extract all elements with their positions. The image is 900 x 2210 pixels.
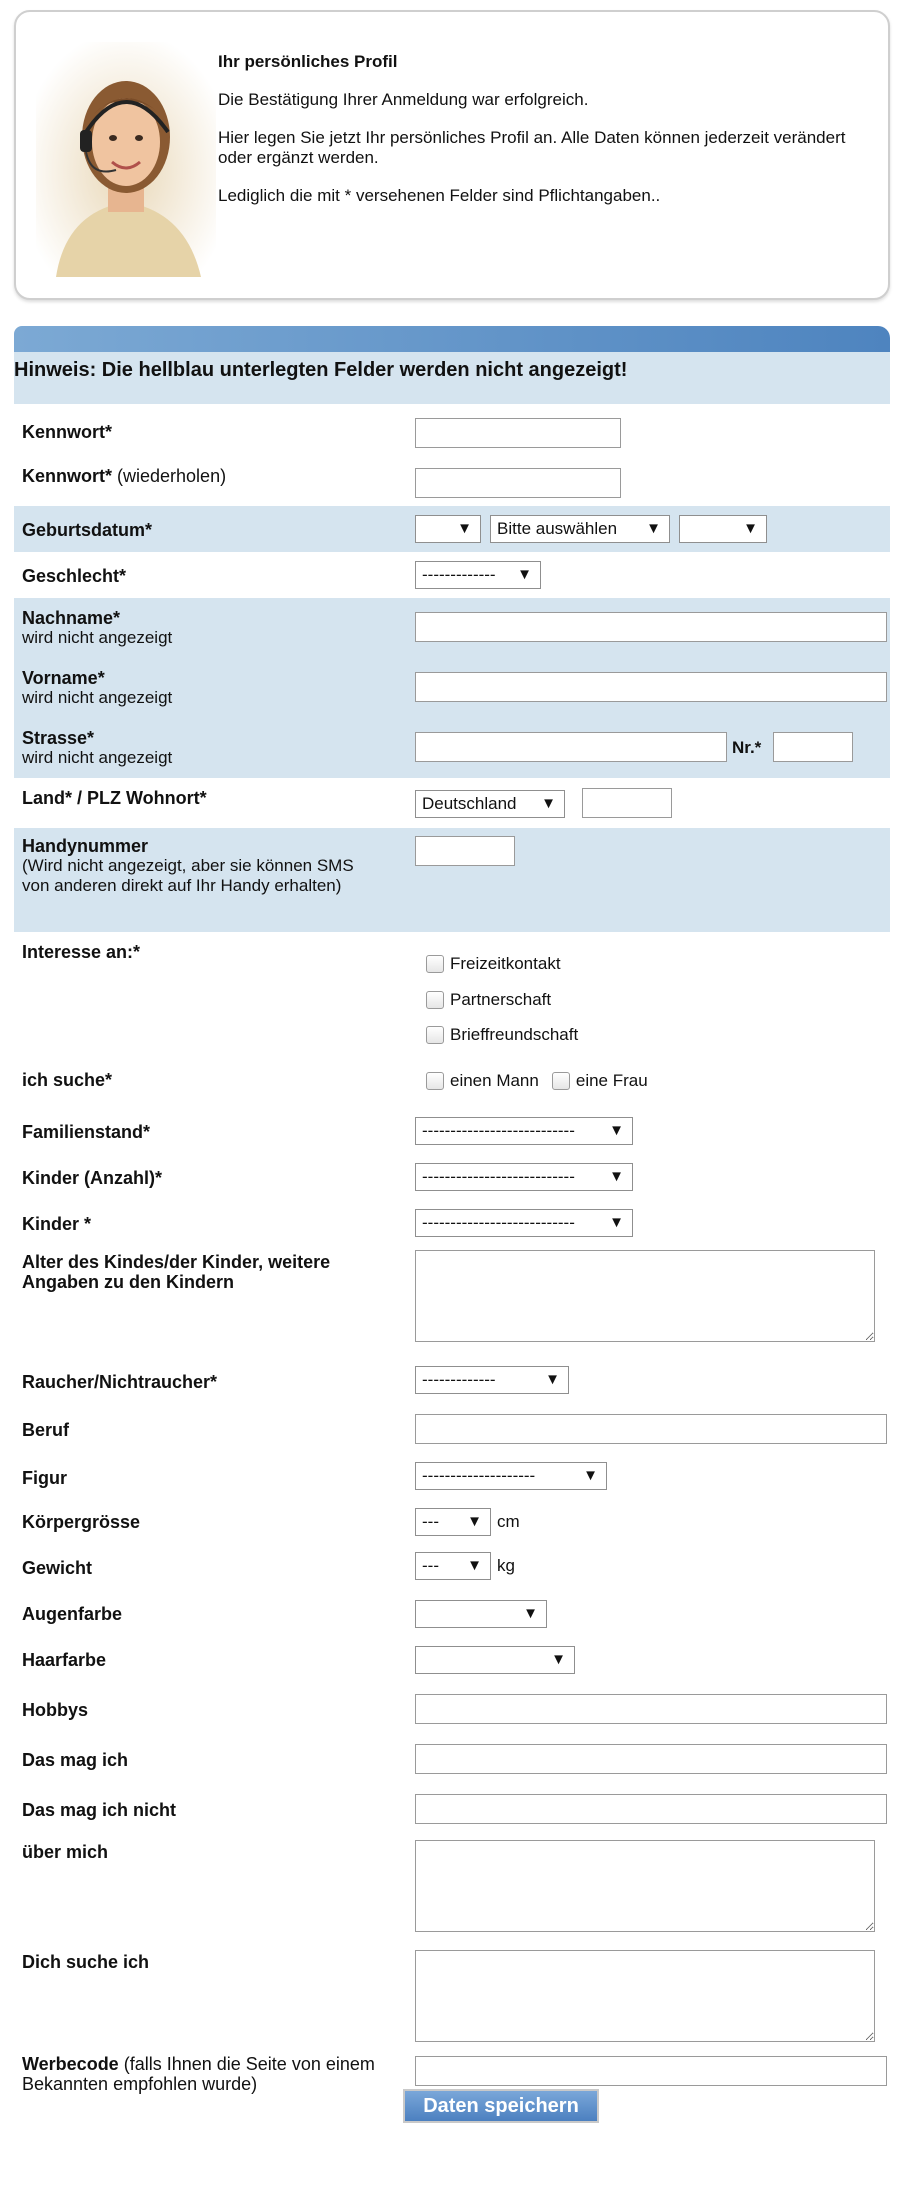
kennwort-repeat-input[interactable]: [415, 468, 621, 498]
row-beruf: [14, 1406, 890, 1454]
handy-input[interactable]: [415, 836, 515, 866]
mann-checkbox[interactable]: [426, 1072, 444, 1090]
gewicht-group: [415, 1552, 515, 1580]
kennwort-input[interactable]: [415, 418, 621, 448]
suche-options: einen Mann eine Frau: [426, 1064, 648, 1097]
label-suche: ich suche*: [22, 1070, 113, 1090]
option-partnerschaft[interactable]: Partnerschaft: [426, 981, 578, 1016]
row-geschlecht: [14, 552, 890, 598]
row-kinder: [14, 1202, 890, 1246]
row-ueber-mich: [14, 1834, 890, 1942]
row-figur: [14, 1454, 890, 1502]
month-select[interactable]: Bitte auswählen ▼: [490, 515, 670, 543]
intro-title: Ihr persönliches Profil: [218, 52, 398, 71]
chevron-down-icon: ▼: [646, 520, 662, 537]
row-interesse: [14, 932, 890, 1058]
intro-line-3: Lediglich die mit * versehenen Felder sind Pflichtangaben..: [218, 186, 661, 205]
row-hidden-names: [14, 598, 890, 778]
label-koerpergroesse: Körpergrösse: [22, 1512, 141, 1532]
haarfarbe-select[interactable]: [415, 1646, 575, 1674]
ueber-mich-textarea[interactable]: [415, 1840, 875, 1932]
alter-kinder-textarea[interactable]: [415, 1250, 875, 1342]
row-hobbys: [14, 1686, 890, 1736]
beruf-input[interactable]: [415, 1414, 887, 1444]
avatar: [36, 42, 216, 277]
koerpergroesse-select[interactable]: --- ▼: [415, 1508, 491, 1536]
chevron-down-icon: ▼: [467, 1557, 482, 1574]
form-header-bar: [14, 326, 890, 354]
year-select[interactable]: [679, 515, 767, 543]
werbecode-input[interactable]: [415, 2056, 887, 2086]
label-nr: Nr.*: [732, 738, 762, 757]
dich-suche-textarea[interactable]: [415, 1950, 875, 2042]
raucher-select[interactable]: ------------- ▼: [415, 1366, 569, 1394]
chevron-down-icon: ▼: [583, 1467, 598, 1484]
row-geburtsdatum: [14, 506, 890, 552]
day-select[interactable]: [415, 515, 481, 543]
row-alter-kinder: [14, 1246, 890, 1358]
koerpergroesse-group: [415, 1508, 520, 1536]
label-hobbys: Hobbys: [22, 1700, 89, 1720]
intro-line-2: Hier legen Sie jetzt Ihr persönliches Profil an. Alle Daten können jederzeit verändert oder ergänzt werden.: [218, 128, 846, 167]
chevron-down-icon: ▼: [609, 1168, 624, 1185]
label-raucher: Raucher/Nichtraucher*: [22, 1372, 218, 1392]
label-beruf: Beruf: [22, 1420, 70, 1440]
label-familienstand: Familienstand*: [22, 1122, 151, 1142]
label-haarfarbe: Haarfarbe: [22, 1650, 107, 1670]
brieffreundschaft-checkbox[interactable]: [426, 1026, 444, 1044]
row-mag-nicht: [14, 1786, 890, 1834]
label-alter-kinder: Alter des Kindes/der Kinder, weitere Angaben zu den Kindern: [22, 1252, 331, 1292]
chevron-down-icon: ▼: [545, 1371, 560, 1388]
strasse-input[interactable]: [415, 732, 727, 762]
row-gewicht: [14, 1548, 890, 1592]
plz-input[interactable]: [582, 788, 672, 818]
figur-select[interactable]: -------------------- ▼: [415, 1462, 607, 1490]
chevron-down-icon: ▼: [541, 795, 556, 812]
label-kennwort-repeat: Kennwort* (wiederholen): [22, 466, 227, 486]
row-handy: [14, 828, 890, 932]
label-figur: Figur: [22, 1468, 67, 1488]
label-augenfarbe: Augenfarbe: [22, 1604, 123, 1624]
frau-checkbox[interactable]: [552, 1072, 570, 1090]
label-kinder: Kinder *: [22, 1214, 92, 1234]
geburtsdatum-selects: [415, 515, 767, 543]
label-mag-nicht: Das mag ich nicht: [22, 1800, 177, 1820]
row-haarfarbe: [14, 1638, 890, 1686]
freizeitkontakt-checkbox[interactable]: [426, 955, 444, 973]
chevron-down-icon: ▼: [467, 1513, 482, 1530]
chevron-down-icon: ▼: [517, 566, 532, 583]
label-dich-suche: Dich suche ich: [22, 1952, 150, 1972]
label-werbecode: Werbecode (falls Ihnen die Seite von einem Bekannten empfohlen wurde): [22, 2054, 375, 2094]
interesse-options: [426, 946, 578, 1052]
row-suche: [14, 1058, 890, 1110]
unit-kg: kg: [497, 1556, 515, 1575]
option-freizeitkontakt[interactable]: Freizeitkontakt: [426, 946, 578, 981]
hausnummer-input[interactable]: [773, 732, 853, 762]
chevron-down-icon: ▼: [609, 1214, 624, 1231]
chevron-down-icon: ▼: [457, 520, 472, 537]
partnerschaft-checkbox[interactable]: [426, 991, 444, 1009]
mag-nicht-input[interactable]: [415, 1794, 887, 1824]
row-koerpergroesse: [14, 1502, 890, 1548]
mag-input[interactable]: [415, 1744, 887, 1774]
intro-box: [14, 10, 890, 300]
intro-text: [218, 52, 878, 224]
nachname-input[interactable]: [415, 612, 887, 642]
label-interesse: Interesse an:*: [22, 942, 141, 962]
row-familienstand: [14, 1110, 890, 1156]
row-land: [14, 778, 890, 828]
label-strasse: Strasse* wird nicht angezeigt: [22, 728, 173, 767]
label-ueber-mich: über mich: [22, 1842, 109, 1862]
familienstand-select[interactable]: --------------------------- ▼: [415, 1117, 633, 1145]
label-gewicht: Gewicht: [22, 1558, 93, 1578]
label-land: Land* / PLZ Wohnort*: [22, 788, 207, 808]
vorname-input[interactable]: [415, 672, 887, 702]
label-geschlecht: Geschlecht*: [22, 566, 127, 586]
hobbys-input[interactable]: [415, 1694, 887, 1724]
row-kennwort-repeat: [14, 456, 890, 506]
label-handy: Handynummer (Wird nicht angezeigt, aber sie können SMS von anderen direkt auf Ihr Handy erhalten): [22, 836, 354, 895]
row-raucher: [14, 1358, 890, 1406]
row-kennwort: [14, 404, 890, 456]
chevron-down-icon: ▼: [523, 1605, 538, 1622]
gewicht-select[interactable]: --- ▼: [415, 1552, 491, 1580]
augenfarbe-select[interactable]: [415, 1600, 547, 1628]
land-select[interactable]: Deutschland ▼: [415, 790, 565, 818]
row-kinder-anzahl: [14, 1156, 890, 1202]
chevron-down-icon: ▼: [609, 1122, 624, 1139]
save-button[interactable]: Daten speichern: [403, 2089, 599, 2123]
intro-line-1: Die Bestätigung Ihrer Anmeldung war erfolgreich.: [218, 90, 589, 109]
row-werbecode: [14, 2054, 890, 2094]
label-geburtsdatum: Geburtsdatum*: [22, 520, 153, 540]
label-nachname: Nachname* wird nicht angezeigt: [22, 608, 173, 647]
label-vorname: Vorname* wird nicht angezeigt: [22, 668, 173, 707]
kinder-anzahl-select[interactable]: --------------------------- ▼: [415, 1163, 633, 1191]
row-augenfarbe: [14, 1592, 890, 1638]
label-kinder-anzahl: Kinder (Anzahl)*: [22, 1168, 163, 1188]
row-mag: [14, 1736, 890, 1786]
notice-text: Hinweis: Die hellblau unterlegten Felder werden nicht angezeigt!: [14, 352, 890, 404]
geschlecht-select[interactable]: ------------- ▼: [415, 561, 541, 589]
chevron-down-icon: ▼: [743, 520, 759, 537]
label-kennwort: Kennwort*: [22, 422, 112, 442]
chevron-down-icon: ▼: [551, 1651, 566, 1668]
kinder-select[interactable]: --------------------------- ▼: [415, 1209, 633, 1237]
row-dich-suche: [14, 1942, 890, 2054]
label-mag: Das mag ich: [22, 1750, 129, 1770]
option-brieffreundschaft[interactable]: Brieffreundschaft: [426, 1017, 578, 1052]
unit-cm: cm: [497, 1512, 520, 1531]
